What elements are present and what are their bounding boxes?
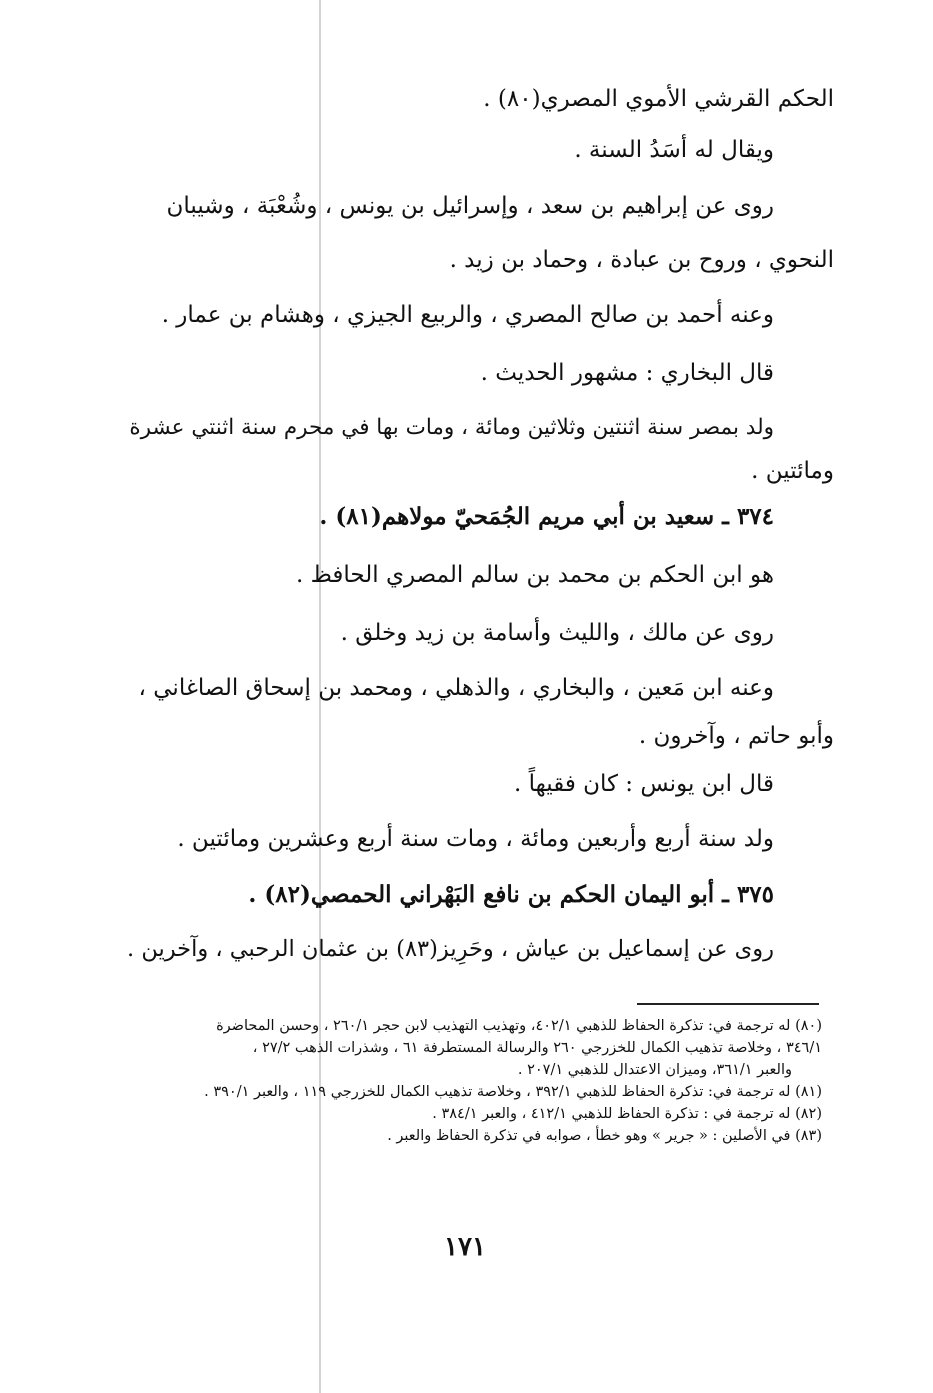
- text-line: روى عن إبراهيم بن سعد ، وإسرائيل بن يونس ، وشُعْبَة ، وشيبان: [166, 193, 774, 219]
- text-line: روى عن مالك ، والليث وأسامة بن زيد وخلق .: [340, 620, 774, 646]
- text-line: وعنه أحمد بن صالح المصري ، والربيع الجيزي ، وهشام بن عمار .: [161, 302, 774, 328]
- text-line: الحكم القرشي الأموي المصري(٨٠) .: [483, 86, 834, 112]
- text-line: وأبو حاتم ، وآخرون .: [638, 723, 834, 749]
- entry-heading: ٣٧٤ ـ سعيد بن أبي مريم الجُمَحيّ مولاهم(٨١) .: [319, 503, 774, 530]
- footnote-line: ٣٤٦/١ ، وخلاصة تذهيب الكمال للخزرجي ٢٦٠ والرسالة المستطرفة ٦١ ، وشذرات الذهب ٢٧/٢ ،: [252, 1040, 822, 1056]
- footnote-line: (٨٣) في الأصلين : « جرير » وهو خطأ ، صوابه في تذكرة الحفاظ والعبر .: [387, 1128, 822, 1144]
- page-number: ١٧١: [444, 1232, 486, 1262]
- entry-heading: ٣٧٥ ـ أبو اليمان الحكم بن نافع البَهْراني الحمصي(٨٢) .: [248, 881, 774, 908]
- text-line: قال البخاري : مشهور الحديث .: [480, 360, 774, 386]
- text-line: وعنه ابن مَعين ، والبخاري ، والذهلي ، ومحمد بن إسحاق الصاغاني ،: [138, 675, 774, 701]
- text-line: قال ابن يونس : كان فقيهاً .: [514, 771, 774, 797]
- text-line: ولد سنة أربع وأربعين ومائة ، ومات سنة أربع وعشرين ومائتين .: [177, 826, 774, 852]
- text-line: هو ابن الحكم بن محمد بن سالم المصري الحافظ .: [295, 562, 774, 588]
- text-line: ولد بمصر سنة اثنتين وثلاثين ومائة ، ومات بها في محرم سنة اثنتي عشرة: [129, 415, 774, 440]
- text-line: النحوي ، وروح بن عبادة ، وحماد بن زيد .: [449, 247, 834, 273]
- text-line: ومائتين .: [751, 458, 834, 484]
- footnote-line: (٨١) له ترجمة في: تذكرة الحفاظ للذهبي ٣٩٢/١ ، وخلاصة تذهيب الكمال للخزرجي ١١٩ ، والعبر ٣٩٠/١ .: [204, 1084, 822, 1100]
- text-line: ويقال له أسَدُ السنة .: [574, 137, 774, 163]
- body-text: [118, 76, 834, 976]
- footnote-line: (٨٠) له ترجمة في: تذكرة الحفاظ للذهبي ٤٠٢/١، وتهذيب التهذيب لابن حجر ٢٦٠/١ ، وحسن المحاضرة: [216, 1018, 822, 1034]
- footnotes: [118, 1015, 822, 1147]
- footnote-separator: [637, 1003, 819, 1005]
- footnote-line: والعبر ٣٦١/١، وميزان الاعتدال للذهبي ٢٠٧/١ .: [517, 1062, 792, 1078]
- text-line: روى عن إسماعيل بن عياش ، وحَرِيز(٨٣) بن عثمان الرحبي ، وآخرين .: [127, 936, 774, 962]
- footnote-line: (٨٢) له ترجمة في : تذكرة الحفاظ للذهبي ٤١٢/١ ، والعبر ٣٨٤/١ .: [432, 1106, 822, 1122]
